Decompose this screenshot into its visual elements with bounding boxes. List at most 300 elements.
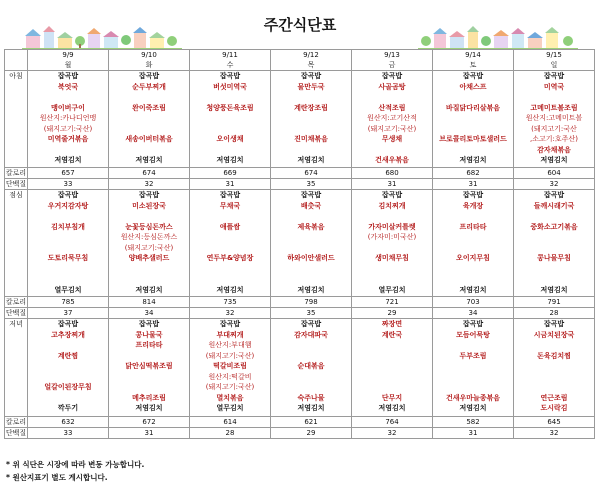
menu-item: 감자채볶음 — [537, 145, 571, 154]
menu-item — [271, 274, 351, 285]
day-weekday: 화 — [145, 61, 153, 69]
meal-cell — [433, 71, 514, 168]
kcal-value: 721 — [352, 297, 433, 308]
menu-item — [352, 274, 432, 285]
menu-item: (돼지고기:국산) — [43, 124, 93, 133]
menu-item — [352, 211, 432, 222]
meal-cell — [433, 319, 514, 417]
protein-row-dinner — [5, 428, 595, 439]
meal-cell — [109, 190, 190, 297]
menu-item: 브로콜리토마토샐러드 — [439, 135, 507, 143]
village-illustration-left — [22, 26, 182, 50]
meal-cell — [514, 190, 595, 297]
kcal-value: 614 — [190, 417, 271, 428]
protein-value: 28 — [190, 428, 271, 439]
meal-cell — [28, 319, 109, 417]
menu-item — [28, 145, 108, 156]
menu-item: 순두부찌개 — [132, 82, 166, 91]
day-header — [190, 50, 271, 71]
kcal-value: 764 — [352, 417, 433, 428]
kcal-label: 칼로리 — [5, 418, 27, 426]
day-weekday: 목 — [307, 61, 315, 69]
menu-item: 열무김치 — [378, 285, 406, 294]
menu-item — [271, 382, 351, 393]
menu-item: 하와이안샐러드 — [287, 254, 335, 262]
meal-row-lunch — [5, 190, 595, 297]
menu-item: 떡갈비조림 — [213, 362, 247, 370]
protein-row-breakfast — [5, 179, 595, 190]
menu-item: 얼갈이된장무침 — [44, 383, 92, 391]
menu-item: 고추장찌개 — [51, 330, 85, 339]
menu-item — [433, 382, 513, 393]
menu-item: 잡곡밥 — [57, 320, 79, 328]
meal-cell — [352, 319, 433, 417]
protein-value: 35 — [271, 179, 352, 190]
menu-item: 감자대파국 — [294, 330, 328, 339]
menu-item: (돼지고기:국산) — [367, 124, 417, 133]
day-weekday: 토 — [469, 61, 477, 69]
menu-item: 제육볶음 — [297, 222, 325, 231]
day-date: 9/10 — [141, 51, 157, 59]
kcal-value: 798 — [271, 297, 352, 308]
protein-value: 33 — [28, 428, 109, 439]
menu-item — [433, 92, 513, 103]
menu-item — [433, 274, 513, 285]
menu-item: 잡곡밥 — [462, 191, 484, 199]
menu-item: 열무김치 — [216, 404, 244, 412]
day-date: 9/11 — [222, 51, 238, 59]
menu-item: 계란찜 — [57, 351, 79, 360]
menu-item: 들깨시래기국 — [533, 201, 575, 210]
menu-item: 청양풍돈육조림 — [206, 103, 254, 112]
day-weekday: 수 — [226, 61, 234, 69]
meal-row-dinner — [5, 319, 595, 417]
meal-cell — [352, 190, 433, 297]
menu-item: (돼지고기:국산 — [531, 124, 577, 133]
meal-label-lunch: 점심 — [5, 190, 28, 297]
menu-item — [109, 274, 189, 285]
menu-item: 저염김치 — [135, 285, 163, 294]
menu-item: 버섯미역국 — [213, 82, 247, 91]
menu-item: 프리타타 — [135, 341, 163, 349]
menu-item: 새송이버터볶음 — [125, 135, 173, 143]
meal-cell — [109, 319, 190, 417]
footnotes — [6, 458, 144, 484]
protein-value: 32 — [514, 179, 595, 190]
kcal-value: 674 — [109, 168, 190, 179]
footnote: * 원산지표기 별도 게시합니다. — [6, 473, 108, 482]
protein-value: 31 — [433, 428, 514, 439]
menu-item — [514, 92, 594, 103]
menu-item: 원산지:등심돈까스 — [120, 233, 178, 241]
menu-item: 바질닭다리살볶음 — [445, 103, 501, 112]
menu-item: 돈육김치찜 — [537, 351, 571, 360]
kcal-value: 703 — [433, 297, 514, 308]
menu-item — [433, 113, 513, 124]
menu-item — [514, 382, 594, 393]
menu-item — [271, 211, 351, 222]
protein-value: 33 — [28, 179, 109, 190]
menu-item: 저염김치 — [135, 156, 163, 164]
protein-value: 32 — [514, 428, 595, 439]
menu-item: 잡곡밥 — [462, 320, 484, 328]
menu-item — [109, 211, 189, 222]
kcal-row-lunch — [5, 297, 595, 308]
kcal-value: 814 — [109, 297, 190, 308]
menu-item: 아채스프 — [459, 82, 487, 91]
menu-item: 원산지:고기산적 — [367, 114, 417, 122]
menu-item: 잡곡밥 — [300, 191, 322, 199]
menu-item: 양배추샐러드 — [128, 254, 170, 262]
menu-item — [271, 145, 351, 156]
protein-value: 31 — [433, 179, 514, 190]
menu-item — [352, 264, 432, 275]
menu-item — [514, 340, 594, 351]
menu-item: 잡곡밥 — [219, 320, 241, 328]
menu-item: 맹이버구이 — [51, 103, 85, 112]
menu-item — [28, 361, 108, 372]
menu-item: 저염김치 — [216, 156, 244, 164]
day-date: 9/14 — [465, 51, 481, 59]
menu-item: 원산지:카나디언맹 — [39, 114, 97, 122]
meal-cell — [190, 190, 271, 297]
menu-item: 잡곡밥 — [138, 320, 160, 328]
meal-cell — [28, 71, 109, 168]
menu-item — [109, 382, 189, 393]
menu-item — [433, 232, 513, 243]
protein-value: 34 — [109, 308, 190, 319]
menu-item: 건새우마늘종볶음 — [445, 393, 501, 402]
menu-item — [433, 372, 513, 383]
menu-item: 닭안심떡볶조림 — [125, 362, 173, 370]
menu-item: (돼지고기:국산) — [205, 351, 255, 360]
menu-item — [190, 243, 270, 254]
menu-item: 미역국 — [543, 82, 565, 91]
protein-value: 35 — [271, 308, 352, 319]
menu-item — [271, 351, 351, 362]
menu-item: 잡곡밥 — [300, 72, 322, 80]
menu-item: 저염김치 — [378, 404, 406, 412]
kcal-row-dinner — [5, 417, 595, 428]
kcal-label: 칼로리 — [5, 298, 27, 306]
day-header — [28, 50, 109, 71]
day-date: 9/13 — [384, 51, 400, 59]
kcal-value: 582 — [433, 417, 514, 428]
menu-item — [190, 92, 270, 103]
menu-item: 저염김치 — [216, 285, 244, 294]
menu-item — [109, 145, 189, 156]
menu-item: 잡곡밥 — [219, 191, 241, 199]
protein-value: 34 — [433, 308, 514, 319]
day-weekday: 금 — [388, 61, 396, 69]
menu-item — [514, 243, 594, 254]
menu-item: (가자미:미국산) — [367, 233, 417, 241]
menu-item — [271, 340, 351, 351]
menu-item: 저염김치 — [54, 156, 82, 164]
menu-item: 깍두기 — [57, 404, 79, 412]
menu-item: 저염김치 — [459, 404, 487, 412]
menu-item: 도토리묵무침 — [47, 254, 89, 262]
meal-cell — [271, 71, 352, 168]
menu-item — [190, 145, 270, 156]
protein-value: 31 — [109, 428, 190, 439]
meal-cell — [352, 71, 433, 168]
kcal-value: 632 — [28, 417, 109, 428]
protein-value: 31 — [190, 179, 271, 190]
menu-item: 원산지:고메미트볼 — [525, 114, 583, 122]
protein-label: 단백질 — [5, 180, 27, 188]
menu-item: 오이생채 — [216, 135, 244, 143]
menu-item — [271, 243, 351, 254]
menu-item: (돼지고기:국산) — [124, 243, 174, 252]
menu-item: 저염김치 — [297, 404, 325, 412]
menu-item: 계란국 — [381, 330, 403, 339]
header-corner — [5, 50, 28, 71]
menu-item: 저염김치 — [459, 285, 487, 294]
meal-cell — [190, 319, 271, 417]
menu-item — [271, 232, 351, 243]
meal-cell — [271, 190, 352, 297]
menu-item: 건새우볶음 — [375, 156, 409, 164]
menu-item — [109, 351, 189, 362]
protein-label: 단백질 — [5, 429, 27, 437]
meal-label-breakfast: 아침 — [5, 71, 28, 168]
meal-cell — [190, 71, 271, 168]
menu-item — [28, 232, 108, 243]
meal-cell — [271, 319, 352, 417]
kcal-value: 657 — [28, 168, 109, 179]
menu-item — [514, 232, 594, 243]
menu-item — [190, 113, 270, 124]
day-header — [271, 50, 352, 71]
menu-item: 산적조림 — [378, 103, 406, 112]
menu-item: 오이지무침 — [456, 254, 490, 262]
menu-item — [109, 92, 189, 103]
menu-item — [28, 274, 108, 285]
day-weekday: 일 — [550, 61, 558, 69]
protein-value: 32 — [109, 179, 190, 190]
menu-item — [352, 243, 432, 254]
menu-item: 잡곡밥 — [381, 72, 403, 80]
menu-item: 시금치된장국 — [533, 330, 575, 339]
kcal-value: 785 — [28, 297, 109, 308]
day-date: 9/9 — [62, 51, 74, 59]
menu-item — [28, 340, 108, 351]
meal-label-dinner: 저녁 — [5, 319, 28, 417]
protein-value: 29 — [271, 428, 352, 439]
menu-item: 원산지:부대햄 — [208, 341, 252, 349]
menu-item: 메추리조림 — [132, 393, 166, 402]
menu-item: 짜장면 — [381, 320, 403, 328]
menu-item — [190, 211, 270, 222]
menu-item — [433, 340, 513, 351]
menu-item: 잡곡밥 — [138, 191, 160, 199]
day-date: 9/12 — [303, 51, 319, 59]
menu-item: 잡곡밥 — [543, 320, 565, 328]
meal-cell — [514, 319, 595, 417]
kcal-value: 621 — [271, 417, 352, 428]
menu-item — [514, 361, 594, 372]
menu-item: 잡곡밥 — [543, 191, 565, 199]
menu-item: 사골곰탕 — [378, 82, 406, 91]
menu-item: 미소된장국 — [132, 201, 166, 210]
meal-cell — [109, 71, 190, 168]
menu-item: 도시락김 — [540, 404, 568, 412]
menu-item — [352, 340, 432, 351]
day-weekday: 월 — [64, 61, 72, 69]
menu-item: 열무김치 — [54, 285, 82, 294]
menu-item: 완이죽조림 — [132, 103, 166, 112]
menu-item: 눈꽃등심돈까스 — [125, 222, 173, 231]
menu-item — [514, 274, 594, 285]
menu-item — [190, 274, 270, 285]
menu-item — [352, 372, 432, 383]
menu-item: 저염김치 — [135, 404, 163, 412]
menu-item: 잡곡밥 — [381, 191, 403, 199]
menu-item: 배춧국 — [300, 201, 322, 210]
menu-item: 연근조림 — [540, 393, 568, 402]
kcal-row-breakfast — [5, 168, 595, 179]
menu-item: 무채국 — [219, 201, 241, 210]
menu-item — [109, 124, 189, 135]
day-header — [109, 50, 190, 71]
meal-cell — [28, 190, 109, 297]
menu-item — [190, 232, 270, 243]
menu-item — [352, 145, 432, 156]
menu-item: 잡곡밥 — [543, 72, 565, 80]
kcal-value: 604 — [514, 168, 595, 179]
protein-value: 32 — [352, 428, 433, 439]
menu-item — [190, 264, 270, 275]
menu-item: (돼지고기:국산) — [205, 383, 255, 391]
menu-item: 김치찌개 — [378, 201, 406, 210]
menu-item — [271, 92, 351, 103]
menu-item: 고메미트볼조림 — [530, 103, 578, 112]
menu-item: 콩나물국 — [135, 330, 163, 339]
village-illustration-right — [418, 26, 578, 50]
menu-item: 계란장조림 — [294, 103, 328, 112]
menu-item: 콩나물무침 — [537, 254, 571, 262]
menu-item — [28, 243, 108, 254]
menu-item: 저염김치 — [297, 285, 325, 294]
kcal-label: 칼로리 — [5, 169, 27, 177]
menu-item — [28, 264, 108, 275]
menu-item — [433, 243, 513, 254]
menu-item: 부대찌개 — [216, 330, 244, 339]
menu-item — [352, 361, 432, 372]
kcal-value: 669 — [190, 168, 271, 179]
menu-item: 원산지:떡갈비 — [208, 372, 252, 381]
meal-cell — [514, 71, 595, 168]
weekly-menu-table — [4, 49, 595, 439]
menu-item: 두부조림 — [459, 351, 487, 360]
protein-value: 31 — [352, 179, 433, 190]
menu-item: 저염김치 — [297, 156, 325, 164]
menu-item — [433, 145, 513, 156]
menu-item — [28, 372, 108, 383]
protein-value: 37 — [28, 308, 109, 319]
protein-value: 28 — [514, 308, 595, 319]
menu-item — [433, 211, 513, 222]
menu-item — [271, 372, 351, 383]
menu-item: 저염김치 — [540, 156, 568, 164]
kcal-value: 680 — [352, 168, 433, 179]
menu-item: 저염김치 — [459, 156, 487, 164]
kcal-value: 674 — [271, 168, 352, 179]
meal-row-breakfast — [5, 71, 595, 168]
menu-item — [433, 124, 513, 135]
menu-item: 우거지감자탕 — [47, 201, 89, 210]
meal-cell — [433, 190, 514, 297]
footnote: * 위 식단은 시장에 따라 변동 가능합니다. — [6, 460, 145, 469]
menu-item — [109, 113, 189, 124]
menu-item: 잡곡밥 — [300, 320, 322, 328]
menu-item — [352, 92, 432, 103]
menu-item: 연두부&양념장 — [206, 254, 254, 262]
menu-item: 숙주나물 — [297, 393, 325, 402]
menu-item — [190, 124, 270, 135]
menu-item: 가자미살커틀렛 — [368, 222, 416, 231]
day-header — [352, 50, 433, 71]
menu-item — [352, 351, 432, 362]
menu-item: 생미채무침 — [375, 254, 409, 262]
menu-item: 모듬어묵탕 — [456, 330, 490, 339]
menu-item: 단무지 — [381, 393, 403, 402]
menu-item: 프리타타 — [459, 222, 487, 231]
menu-item: 김치부침개 — [51, 222, 85, 231]
menu-item — [433, 264, 513, 275]
protein-value: 29 — [352, 308, 433, 319]
menu-item — [514, 264, 594, 275]
menu-item: 잡곡밥 — [57, 72, 79, 80]
menu-item: 잡곡밥 — [462, 72, 484, 80]
menu-item — [514, 211, 594, 222]
menu-item — [109, 264, 189, 275]
kcal-value: 735 — [190, 297, 271, 308]
menu-item: ,소고기:호주산) — [530, 135, 578, 143]
menu-item: 중화소고기볶음 — [530, 222, 578, 231]
menu-item: 미역줄거볶음 — [47, 135, 89, 143]
kcal-value: 791 — [514, 297, 595, 308]
day-header — [433, 50, 514, 71]
menu-item: 잡곡밥 — [57, 191, 79, 199]
menu-item — [28, 211, 108, 222]
menu-item — [271, 264, 351, 275]
menu-item: 애플쌈 — [219, 222, 241, 231]
kcal-value: 672 — [109, 417, 190, 428]
menu-item: 물만두국 — [297, 82, 325, 91]
page-title: 주간식단표 — [263, 16, 337, 34]
protein-row-lunch — [5, 308, 595, 319]
menu-item — [352, 382, 432, 393]
menu-item: 진미채볶음 — [294, 135, 328, 143]
menu-item: 멸치볶음 — [216, 393, 244, 402]
menu-item — [109, 372, 189, 383]
day-date: 9/15 — [546, 51, 562, 59]
kcal-value: 645 — [514, 417, 595, 428]
menu-item: 북엇국 — [57, 82, 79, 91]
protein-value: 32 — [190, 308, 271, 319]
menu-item: 저염김치 — [540, 285, 568, 294]
menu-item: 순대볶음 — [297, 362, 325, 370]
menu-item — [514, 372, 594, 383]
kcal-value: 682 — [433, 168, 514, 179]
menu-item — [271, 124, 351, 135]
menu-item — [433, 361, 513, 372]
menu-item — [28, 92, 108, 103]
protein-label: 단백질 — [5, 309, 27, 317]
menu-item: 무생채 — [381, 135, 403, 143]
